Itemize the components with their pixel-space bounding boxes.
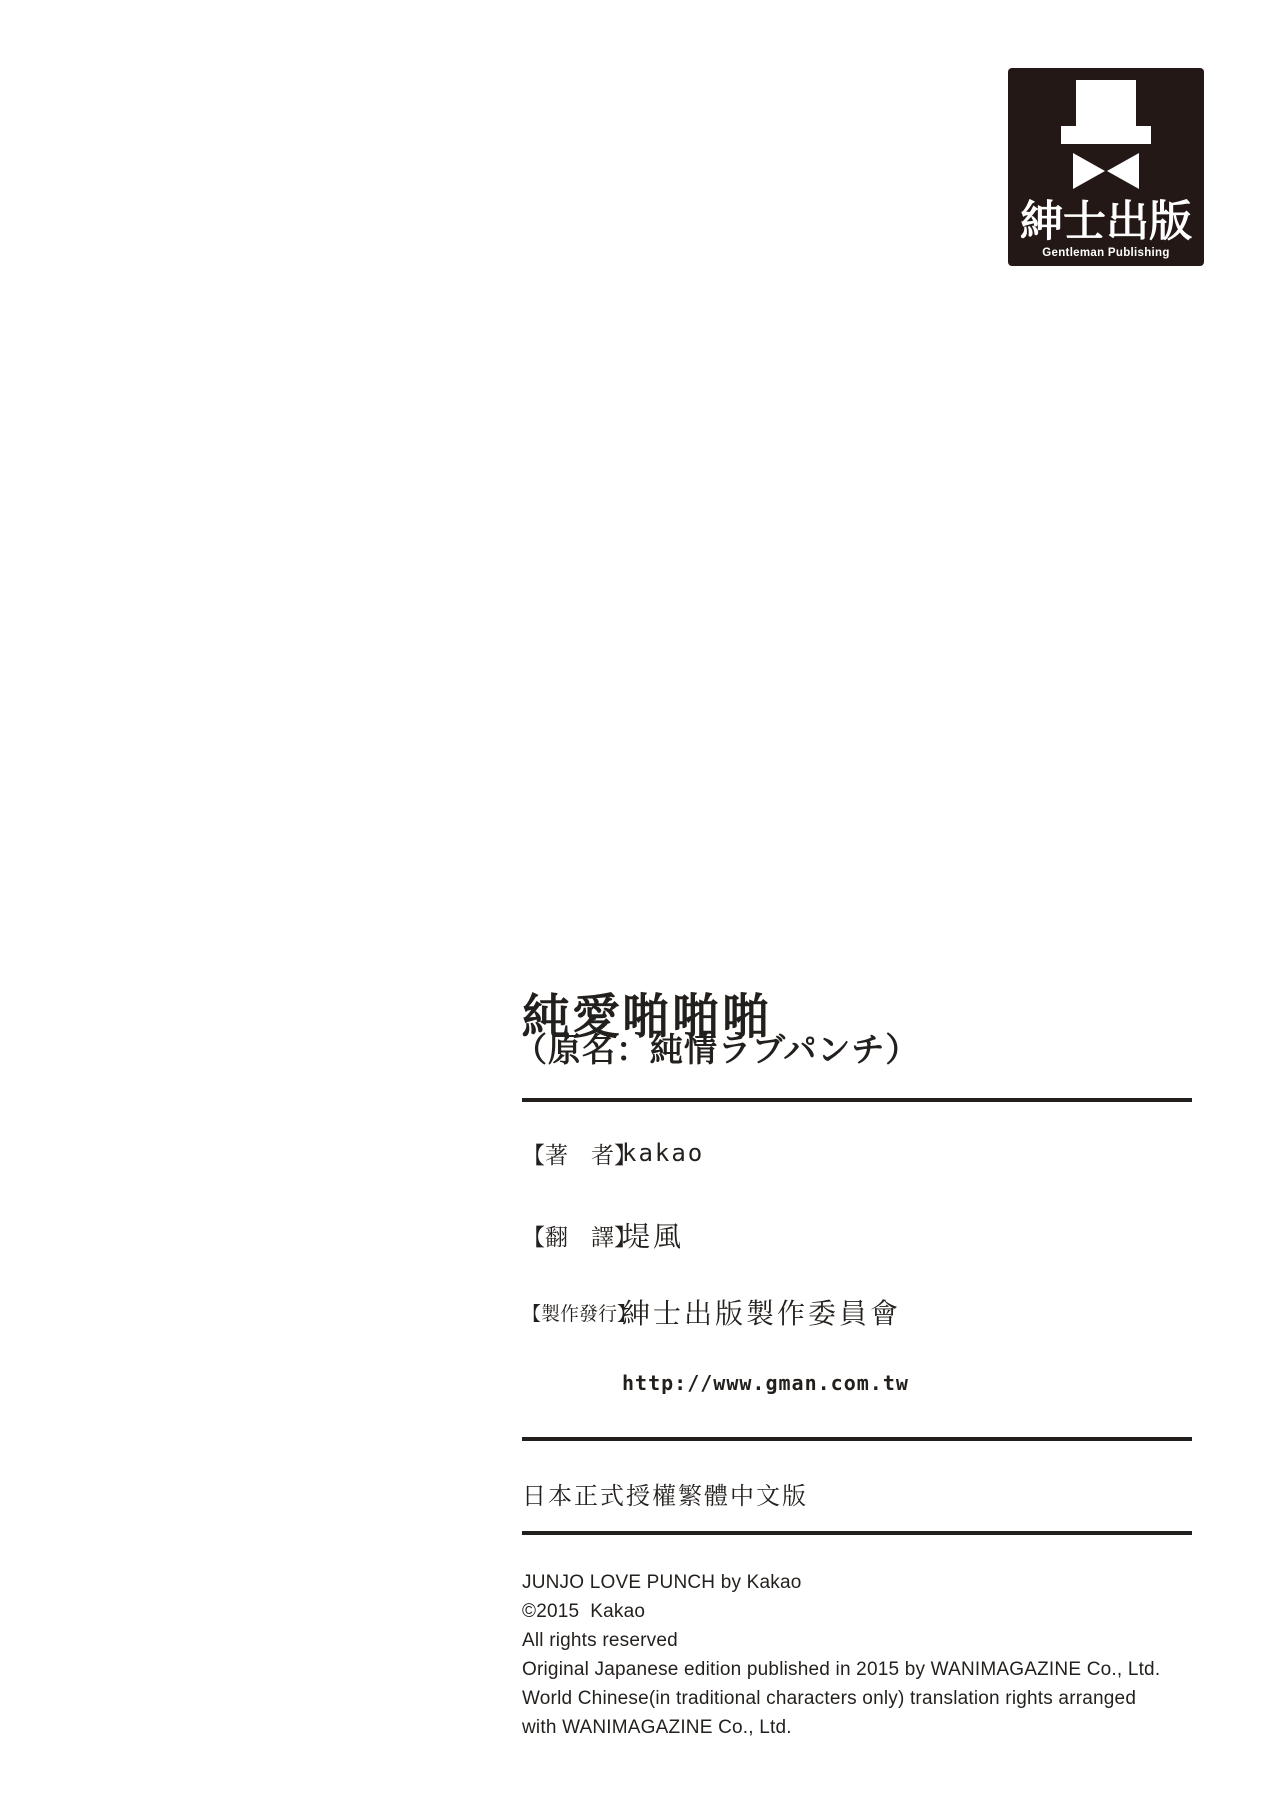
credit-row-publisher [522, 1295, 1192, 1329]
bow-tie-icon [1008, 153, 1204, 189]
copyright-line: World Chinese(in traditional characters only) translation rights arranged [522, 1688, 1137, 1709]
credit-row-author [522, 1136, 1192, 1170]
copyright-line: with WANIMAGAZINE Co., Ltd. [522, 1717, 792, 1738]
copyright-block [522, 1568, 1212, 1742]
translator-value: 堤風 [622, 1221, 685, 1252]
top-hat-brim [1061, 126, 1151, 144]
original-title: （原名：純情ラブパンチ） [514, 1031, 920, 1068]
publisher-value: 紳士出版製作委員會 [622, 1298, 902, 1329]
copyright-line: All rights reserved [522, 1630, 678, 1651]
publisher-website-url: http://www.gman.com.tw [622, 1371, 909, 1395]
divider-rule-middle [522, 1437, 1192, 1441]
bow-tie-right-wing [1107, 153, 1139, 189]
divider-rule-top [522, 1098, 1192, 1102]
top-hat-icon [1008, 80, 1204, 144]
translator-label: 【翻 譯】 [522, 1223, 637, 1250]
copyright-line: Original Japanese edition published in 2015 by WANIMAGAZINE Co., Ltd. [522, 1659, 1161, 1680]
author-value: kakao [622, 1139, 705, 1167]
credit-row-translator [522, 1218, 1192, 1252]
author-label: 【著 者】 [522, 1141, 637, 1168]
publisher-logo [1008, 68, 1204, 266]
license-notice: 日本正式授權繁體中文版 [522, 1483, 808, 1510]
publisher-name-cjk: 紳士出版 [1020, 198, 1192, 246]
divider-rule-bottom [522, 1531, 1192, 1535]
copyright-line: ©2015 Kakao [522, 1601, 646, 1622]
top-hat-crown [1076, 80, 1136, 126]
publisher-label: 【製作發行】 [522, 1303, 637, 1325]
book-title: 純愛啪啪啪 [522, 991, 773, 1045]
publisher-name-en: Gentleman Publishing [1042, 247, 1170, 259]
bow-tie-left-wing [1073, 153, 1105, 189]
copyright-line: JUNJO LOVE PUNCH by Kakao [522, 1572, 802, 1593]
